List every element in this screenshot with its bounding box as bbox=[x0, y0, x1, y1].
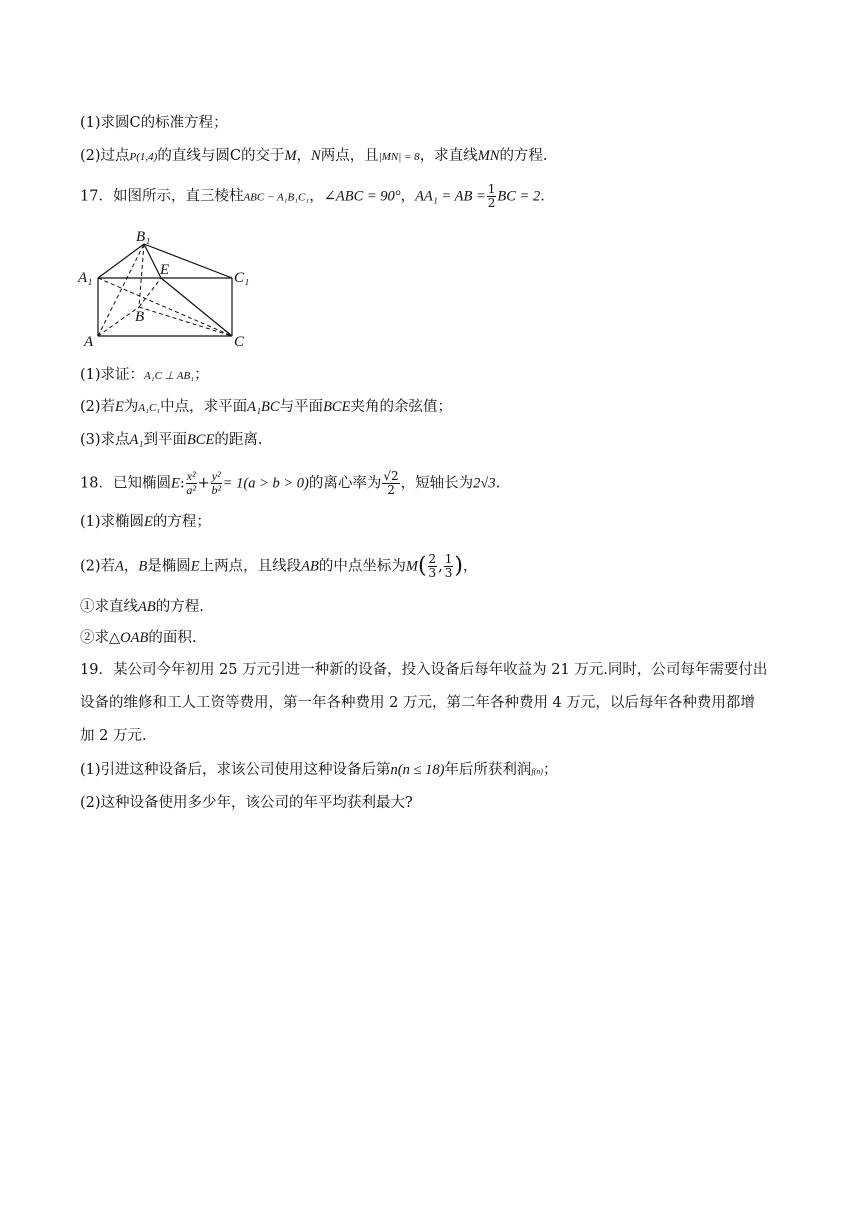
q19-text-1: 某公司今年初用 25 万元引进一种新的设备，投入设备后每年收益为 21 万元.同时，公司每年需要付出 bbox=[112, 662, 768, 678]
text: 是椭圆 bbox=[147, 558, 191, 575]
text: ， bbox=[309, 188, 324, 205]
q17-stem bbox=[80, 183, 798, 210]
point-n: N bbox=[311, 148, 321, 164]
text: ， bbox=[400, 188, 416, 205]
edge-ab bbox=[98, 307, 139, 336]
text: (1)引进这种设备后，求该公司使用这种设备后第 bbox=[80, 762, 391, 778]
label-a: A bbox=[84, 334, 94, 350]
n-condition: n(n ≤ 18) bbox=[390, 762, 445, 778]
edge-b1c1 bbox=[144, 244, 232, 278]
text: 如图所示，直三棱柱 bbox=[112, 188, 244, 205]
point-a1: A₁ bbox=[129, 432, 144, 448]
plane-bce: BCE bbox=[186, 432, 215, 448]
label-b: B bbox=[135, 309, 145, 325]
prism-figure bbox=[76, 224, 256, 350]
q18-part2: (2)若A，B是椭圆E上两点，且线段AB的中点坐标为M( $\frac{2}{3}$ , $\frac{1}{3}$ )， bbox=[80, 552, 478, 580]
minor-axis-length: 2√3 bbox=[473, 475, 496, 492]
edge-a1c bbox=[98, 278, 232, 336]
q19-line3 bbox=[80, 725, 798, 747]
denominator: b² bbox=[211, 483, 222, 497]
ellipse-e: E bbox=[190, 558, 200, 575]
label-a1: A₁ bbox=[78, 270, 93, 286]
text: + bbox=[197, 475, 210, 492]
text: 的距离. bbox=[214, 432, 263, 448]
text: 夹角的余弦值； bbox=[350, 399, 452, 415]
text: ②求 bbox=[80, 630, 109, 646]
text: ， bbox=[123, 558, 139, 575]
text: 年后所获利润 bbox=[444, 762, 532, 778]
q19-part2-text: (2)这种设备使用多少年，该公司的年平均获利最大? bbox=[80, 795, 413, 811]
plane-a1bc: A₁BC bbox=[247, 399, 280, 415]
fraction-half bbox=[487, 183, 497, 210]
point-a: A bbox=[115, 558, 124, 575]
point-e: E bbox=[115, 399, 124, 415]
text: (1)求椭圆 bbox=[80, 514, 145, 530]
text: 的中点坐标为 bbox=[318, 558, 406, 575]
ellipse-e: E bbox=[144, 514, 153, 530]
equation-rhs: = 1(a > b > 0) bbox=[222, 475, 309, 492]
segment-a1c1: A₁C₁ bbox=[138, 402, 161, 414]
fraction-m-x bbox=[428, 553, 438, 580]
edge-ec bbox=[161, 278, 232, 336]
text: . bbox=[540, 188, 545, 205]
line-mn: MN bbox=[477, 148, 500, 164]
text: 的面积. bbox=[148, 630, 197, 646]
line-ab: AB bbox=[138, 599, 156, 615]
text: (2)若 bbox=[80, 399, 116, 415]
label-c1: C₁ bbox=[234, 270, 250, 286]
label-e: E bbox=[160, 262, 170, 278]
question-number: 17． bbox=[80, 188, 113, 205]
paren-open: ( bbox=[417, 553, 427, 579]
label-c: C bbox=[234, 334, 245, 350]
q18-sub1 bbox=[80, 596, 798, 618]
denominator: 2 bbox=[387, 483, 395, 497]
text: ，短轴长为 bbox=[400, 475, 474, 492]
denominator: 2 bbox=[487, 196, 496, 210]
label-b1: B₁ bbox=[136, 229, 151, 245]
equation: BC = 2 bbox=[497, 188, 541, 205]
text: (2)若 bbox=[80, 558, 116, 575]
q16-part1-text: (1)求圆C的标准方程； bbox=[80, 115, 228, 131]
q19-part2 bbox=[80, 792, 798, 814]
point-b: B bbox=[138, 558, 148, 575]
text: . bbox=[495, 475, 501, 492]
text: 为 bbox=[123, 399, 139, 415]
angle-abc: ∠ABC = 90° bbox=[323, 188, 401, 205]
text: 的方程； bbox=[152, 514, 211, 530]
text: (3)求点 bbox=[80, 432, 130, 448]
q19-line1 bbox=[80, 659, 798, 681]
point-p: P(1,4) bbox=[129, 151, 158, 163]
q16-part1 bbox=[80, 112, 798, 134]
q17-part3 bbox=[80, 429, 798, 451]
text: 到平面 bbox=[143, 432, 187, 448]
prism-name: ABC − A₁B₁C₁ bbox=[243, 191, 310, 204]
q16-part2 bbox=[80, 145, 798, 168]
triangle-oab: △OAB bbox=[109, 630, 149, 646]
text: ，求直线 bbox=[419, 148, 478, 164]
text: 与平面 bbox=[279, 399, 324, 415]
question-number: 18． bbox=[80, 475, 113, 492]
text: 的直线与圆C的交于 bbox=[157, 148, 285, 164]
numerator: y² bbox=[211, 469, 221, 483]
segment-ab: AB bbox=[301, 558, 319, 575]
text: ， bbox=[463, 558, 478, 575]
edge-a1b1 bbox=[98, 244, 144, 278]
denominator: 3 bbox=[444, 566, 453, 580]
text: 的方程. bbox=[499, 148, 548, 164]
numerator: 2 bbox=[428, 552, 437, 566]
numerator: 1 bbox=[444, 552, 453, 566]
text: 的方程. bbox=[155, 599, 204, 615]
perpendicular-expr: A₁C ⊥ AB₁ bbox=[144, 370, 195, 382]
q19-text-2: 设备的维修和工人工资等费用，第一年各种费用 2 万元，第二年各种费用 4 万元，以后每年各种费用都增 bbox=[80, 695, 755, 711]
text: (2)过点 bbox=[80, 148, 130, 164]
numerator: 1 bbox=[487, 182, 496, 196]
text: ， bbox=[296, 148, 312, 164]
text: ①求直线 bbox=[80, 599, 138, 615]
question-number: 19． bbox=[80, 662, 113, 678]
midpoint-m: M bbox=[405, 558, 418, 575]
edge-be bbox=[139, 278, 161, 307]
q19-text-3: 加 2 万元. bbox=[80, 728, 147, 744]
point-m: M bbox=[284, 148, 297, 164]
text: ； bbox=[194, 367, 209, 383]
q18-sub2 bbox=[80, 627, 798, 649]
text: : bbox=[179, 475, 185, 492]
text: ； bbox=[542, 762, 558, 778]
text: 已知椭圆 bbox=[112, 475, 171, 492]
equation: AA₁ = AB = bbox=[415, 188, 486, 205]
fraction-x2-a2 bbox=[186, 470, 197, 497]
text: (1)求证： bbox=[80, 367, 145, 383]
q19-part1 bbox=[80, 759, 798, 783]
plane-bce: BCE bbox=[323, 399, 351, 415]
numerator: x² bbox=[186, 469, 196, 483]
text: 上两点，且线段 bbox=[199, 558, 302, 575]
denominator: a² bbox=[186, 483, 196, 497]
denominator: 3 bbox=[428, 566, 437, 580]
q17-part1 bbox=[80, 364, 798, 387]
numerator: √2 bbox=[383, 469, 399, 483]
fraction-eccentricity bbox=[382, 470, 399, 497]
text: 的离心率为 bbox=[308, 475, 382, 492]
ellipse-e: E bbox=[170, 475, 180, 492]
edge-bc bbox=[139, 307, 232, 336]
q18-stem bbox=[80, 470, 798, 497]
q19-line2 bbox=[80, 692, 798, 714]
q17-part2 bbox=[80, 396, 798, 419]
profit-fn: f(n) bbox=[531, 767, 543, 776]
fraction-y2-b2 bbox=[211, 470, 222, 497]
fraction-m-y bbox=[444, 553, 454, 580]
text: 两点，且 bbox=[320, 148, 379, 164]
q18-part1 bbox=[80, 511, 798, 533]
text: 中点，求平面 bbox=[160, 399, 248, 415]
mn-length: |MN| = 8 bbox=[378, 151, 420, 163]
paren-close: ) bbox=[454, 553, 464, 579]
